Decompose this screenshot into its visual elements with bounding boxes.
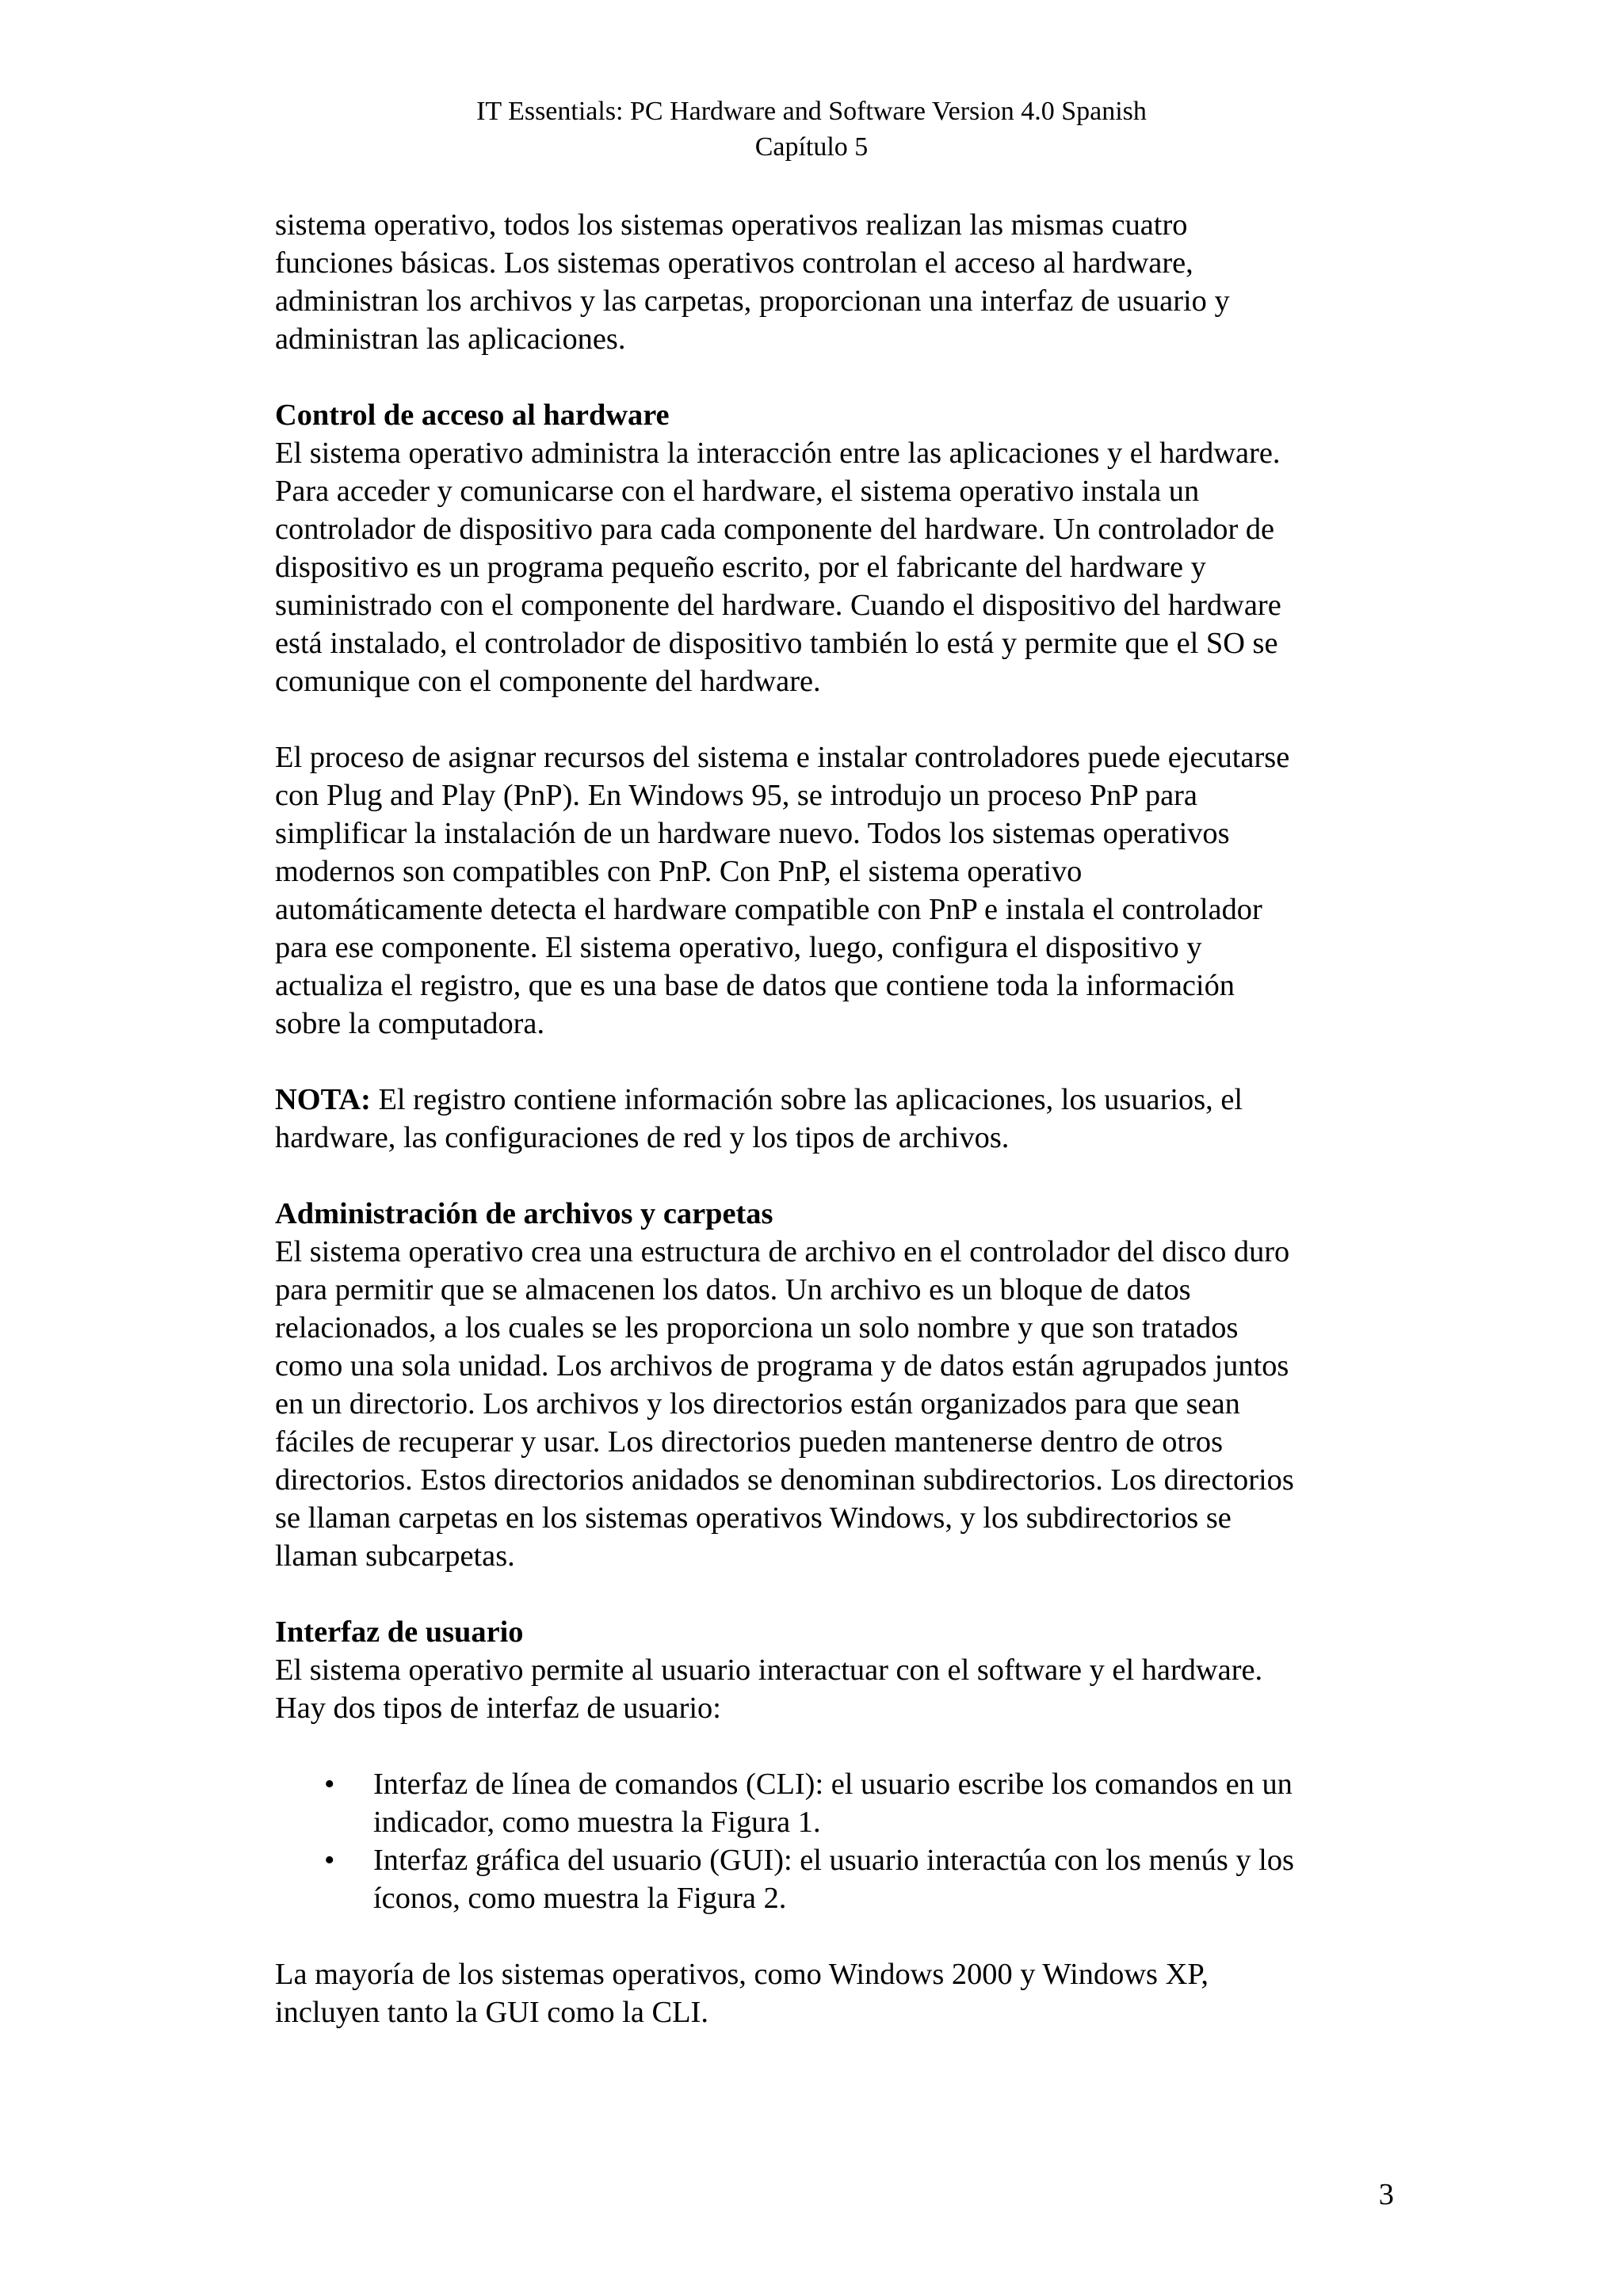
header-title: IT Essentials: PC Hardware and Software Version 4.0 Spanish [476,97,1147,126]
spacer [275,1575,1297,1613]
header-chapter: Capítulo 5 [754,132,869,162]
spacer [275,1727,1297,1765]
spacer [275,358,1297,396]
heading-files-folders: Administración de archivos y carpetas [275,1197,773,1230]
note-text: El registro contiene información sobre las aplicaciones, los usuarios, el hardware, las configuraciones de red y los tipos de archivos. [275,1083,1243,1154]
paragraph-user-interface: El sistema operativo permite al usuario interactuar con el software y el hardware. Hay dos tipos de interfaz de usuario: [275,1653,1263,1725]
list-item-text: Interfaz de línea de comandos (CLI): el usuario escribe los comandos en un indicador, como muestra la Figura 1. [373,1768,1293,1839]
page-number: 3 [1378,2178,1394,2211]
closing-paragraph: La mayoría de los sistemas operativos, como Windows 2000 y Windows XP, incluyen tanto la GUI como la CLI. [275,1958,1209,2029]
list-item [275,1765,1297,1841]
heading-user-interface: Interfaz de usuario [275,1615,524,1649]
paragraph-files-folders: El sistema operativo crea una estructura de archivo en el controlador del disco duro para permitir que se almacenen los datos. Un archivo es un bloque de datos relacionados, a los cuales se les proporciona un solo nombre y que son tratados como una sola unidad. Los archivos de programa y de datos están agrupados juntos en un directorio. Los archivos y los directorios están organizados para que sean fáciles de recuperar y usar. Los directorios pueden mantenerse dentro de otros directorios. Estos directorios anidados se denominan subdirectorios. Los directorios se llaman carpetas en los sistemas operativos Windows, y los subdirectorios se llaman subcarpetas. [275,1235,1294,1573]
spacer [275,1157,1297,1195]
note-label: NOTA: [275,1083,371,1116]
spacer [275,1043,1297,1081]
list-item [275,1841,1297,1917]
paragraph-pnp: El proceso de asignar recursos del sistema e instalar controladores puede ejecutarse con Plug and Play (PnP). En Windows 95, se introdujo un proceso PnP para simplificar la instalación de un hardware nuevo. Todos los sistemas operativos modernos son compatibles con PnP. Con PnP, el sistema operativo automáticamente detecta el hardware compatible con PnP e instala el controlador para ese componente. El sistema operativo, luego, configura el dispositivo y actualiza el registro, que es una base de datos que contiene toda la información sobre la computadora. [275,741,1290,1040]
note-paragraph [275,1081,1297,1157]
heading-hardware-access: Control de acceso al hardware [275,399,670,432]
interface-types-list [275,1765,1297,1917]
bullet-icon: • [324,1768,335,1801]
spacer [275,700,1297,738]
list-item-text: Interfaz gráfica del usuario (GUI): el usuario interactúa con los menús y los íconos, como muestra la Figura 2. [373,1844,1294,1915]
body-content [275,206,1297,2031]
page-header [0,93,1623,165]
bullet-icon: • [324,1844,335,1877]
paragraph-hardware-drivers: El sistema operativo administra la interacción entre las aplicaciones y el hardware. Para acceder y comunicarse con el hardware, el sistema operativo instala un controlador de dispositivo para cada componente del hardware. Un controlador de dispositivo es un programa pequeño escrito, por el fabricante del hardware y suministrado con el componente del hardware. Cuando el dispositivo del hardware está instalado, el controlador de dispositivo también lo está y permite que el SO se comunique con el componente del hardware. [275,437,1281,698]
spacer [275,1917,1297,1955]
intro-paragraph: sistema operativo, todos los sistemas operativos realizan las mismas cuatro funciones básicas. Los sistemas operativos controlan el acceso al hardware, administran los archivos y las carpetas, proporcionan una interfaz de usuario y administran las aplicaciones. [275,208,1230,356]
